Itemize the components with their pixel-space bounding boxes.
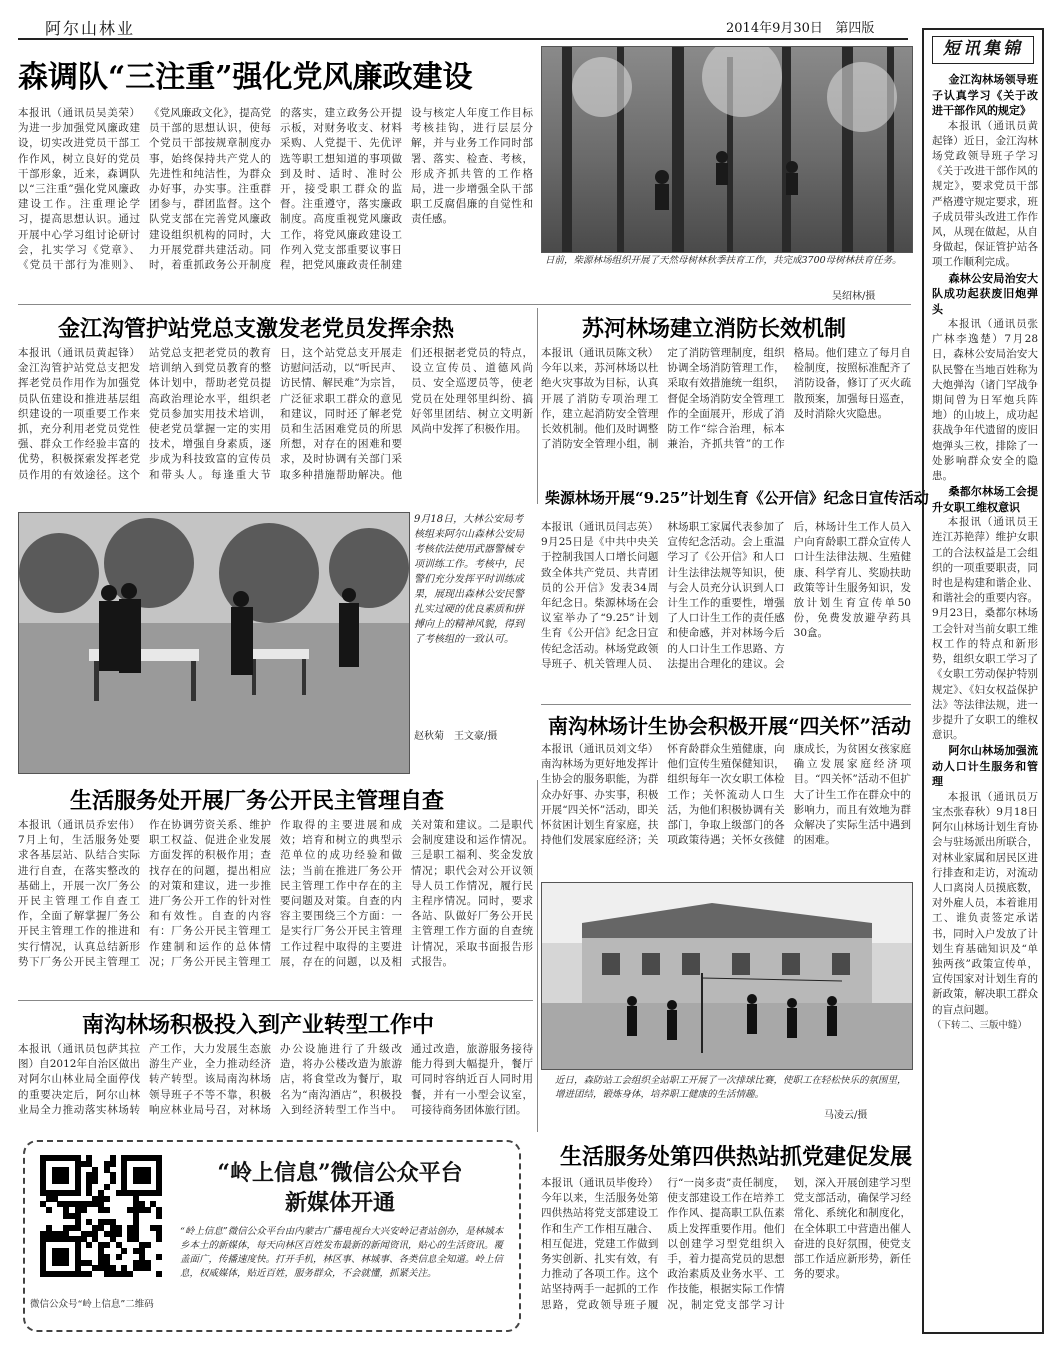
header-rule: [18, 38, 908, 40]
wechat-title: [180, 1158, 500, 1218]
section-divider: [18, 304, 911, 305]
qr-module: [46, 1207, 52, 1213]
article-body: 本报讯（通讯员乔宏伟）7月上旬，生活服务处要求各基层站、队结合实际进行自查，在落实整改的基础上，开展一次厂务公开民主管理工作自查工作，全面了解掌握厂务公开民主管理工作的推进和实行情况，认真总结新形势下厂务公开民主管理工作在协调劳资关系、维护职工权益、促进企业发展方面发挥的积极作用；查找存在的问题，提出相应的对策和建议，进一步推进厂务公开工作的针对性和有效性。自查的内容有：厂务公开民主管理工作建制和运作的总体情况；厂务公开民主管理工作取得的主要进展和成效；培育和树立的典型示范单位的成功经验和做法；当前在推进厂务公开民主管理工作中存在的主要问题及对策。自查的内容主要围绕三个方面：一是实行厂务公开民主管理工作过程中取得的主要进展，存在的问题，以及相关对策和建议。二是职代会制度建设和运作情况。三是职工福利、奖金发放情况；职代会对公开议领导人员工作情况，履行民主程序情况。同时，要求各站、队做好厂务公开民主管理工作方面的自查统计情况，采取书面报告形式报告。: [18, 819, 533, 968]
dateline: [726, 17, 874, 36]
photo-caption: 近日，森防站工会组织全站职工开展了一次排球比赛，使职工在轻松快乐的氛围里，增进团结，锻炼身体，培养职工健康的生活情趣。: [555, 1075, 907, 1100]
brief-body: 本报讯（通讯员张广林李逸楚）7月28日，森林公安局治安大队民警在当地百姓称为大炮弹沟（诸门罕战争期间曾为日军炮兵阵地）的山坡上，成功起获战争年代遗留的废旧炮弹头三枚，排除了一处影响群众安全的隐患。: [932, 318, 1038, 483]
brief-title: 金江沟林场领导班子认真学习《关于改进干部作风的规定》: [932, 73, 1038, 117]
qr-module: [145, 1242, 151, 1248]
article-body: 本报讯（通讯员黄起锋）金江沟管护站党总支把发挥老党员作用作为加强党员队伍建设和推进基层组织建设的一项重要工作来抓，充分利用老党员党性强、群众工作经验丰富的优势，积极探索发挥老党员作用的有效途径。这个站党总支把老党员的教育培训纳入到党员教育的整体计划中，帮助老党员提高政治理论水平，组织老党员参加实用技术培训，使老党员掌握一定的实用技术，增强自身素质，逐步成为科技致富的宣传员和带头人。每逢重大节日，这个站党总支开展走访慰问活动，以“听民声、访民情、解民难”为宗旨，广泛征求职工群众的意见和建议，同时还了解老党员和生活困难党员的所思所想，对存在的困难和要求，及时协调有关部门采取多种措施帮助解决。他们还根据老党员的特点，设立宣传员、道德风尚员、安全巡逻员等，使老党员在处理邻里纠纷、搞好邻里团结、树立文明新风尚中发挥了积极作用。: [18, 347, 533, 481]
section-divider: [541, 704, 911, 705]
qr-module: [75, 1190, 81, 1196]
wechat-title-line1: “岭上信息”微信公众平台: [217, 1160, 463, 1186]
qr-module: [110, 1178, 116, 1184]
page-number: 第四版: [835, 21, 875, 36]
qr-module: [104, 1207, 110, 1213]
brief-title: 森林公安局治安大队成功起获废旧炮弹头: [932, 271, 1038, 316]
qr-module: [156, 1236, 162, 1242]
photo-credit: 吴绍林/摄: [832, 291, 876, 302]
brief-title: 阿尔山林场加强流动人口计生服务和管理: [932, 744, 1038, 789]
photo-caption: 日前，柴源林场组织开展了天然母树林秋季扶育工作，共完成3700母树林扶育任务。: [545, 255, 902, 266]
article-headline: 生活服务处第四供热站抓党建促发展: [560, 1144, 913, 1170]
qr-module: [81, 1207, 87, 1213]
article-headline: 柴源林场开展“9.25”计划生育《公开信》纪念日宣传活动: [545, 489, 929, 507]
article-body: 本报讯（通讯员毕俊玲）今年以来，生活服务处第四供热站将党支部建设工作和生产工作相互融合、相互促进，党建工作做到务实创新、扎实有效，有力推动了各项工作。这个站坚持两手一起抓的工作思路，党政领导班子履行“一岗多责”责任制度，使支部建设工作在培养工作作风、提高职工队伍素质上发挥重要作用。他们以创建学习型党组织入手，着力提高党员的思想政治素质及业务水平、工作技能，根据实际工作情况，制定党支部学习计划，深入开展创建学习型党支部活动，确保学习经常化、系统化和制度化，在全体职工中营造出催人奋进的良好氛围，使党支部工作适应新形势，新任务的要求。: [541, 1177, 911, 1311]
qr-module: [92, 1178, 98, 1184]
photo-credit: 赵秋菊 王文豪/摄: [414, 731, 498, 742]
article-body: 本报讯（通讯员包萨其拉图）自2012年自治区做出对阿尔山林业局全面停伐的重要决定后，阿尔山林业局全力推动落实林场转产工作，大力发展生态旅游生产业，全力推动经济转产转型。该局南沟林场领导班子不等不靠，积极响应林业局号召，对林场办公设施进行了升级改造，将办公楼改造为旅游店，将食堂改为餐厅，取名为“南沟酒店”，积极投入到经济转型工作当中。通过改造，旅游服务接待能力得到大幅提升，餐厅可同时容纳近百人同时用餐，并有一小型会议室，可接待商务团体旅行团。: [18, 1043, 533, 1116]
wechat-title-line2: 新媒体开通: [284, 1190, 395, 1216]
brief-body: 本报讯（通讯员黄起锋）近日，金江沟林场党政领导班子学习《关于改进干部作风的规定》，要求党员干部严格遵守规定要求，班子成员带头改进工作作风，从现在做起，从自身做起，保证管护站各项工作顺利完成。: [932, 119, 1038, 269]
article-body: 本报讯（通讯员闫志英）9月25日是《中共中央关于控制我国人口增长问题致全体共产党员、共青团员的公开信》发表34周年纪念日。柴源林场在会议室举办了“9.25”计划生育《公开信》纪念日宣传纪念活动。林场党政领导班子、机关管理人员、林场职工家属代表参加了宣传纪念活动。会上重温学习了《公开信》和人口计生法律法规等知识，使与会人员充分认识到人口计生工作的重要性，增强了人口计生工作的责任感和使命感，并对林场今后的人口计生工作思路、方法提出合理化的建议。会后，林场计生工作人员入户向育龄职工群众宣传人口计生法律法规、生殖健康、科学育儿、奖励扶助政策等计生服务知识，发放计划生育宣传单50份，免费发放避孕药具30盒。: [541, 521, 911, 670]
qr-module: [110, 1161, 116, 1167]
qr-module: [104, 1196, 110, 1202]
qr-module: [145, 1178, 151, 1184]
qr-module: [156, 1254, 162, 1260]
paper-name: 阿尔山林业: [45, 19, 136, 38]
brief-title: 桑都尔林场工会提升女职工维权意识: [932, 485, 1038, 514]
qr-module: [116, 1231, 122, 1237]
volleyball-photo: [541, 882, 913, 1070]
continued-note: （下转二、三版中缝）: [932, 1019, 1028, 1031]
brief-item: [932, 72, 1038, 271]
brief-item: [932, 484, 1038, 743]
photo-caption: 9月18日，大林公安局考核组来阿尔山森林公安局考核依法使用武器警械专项训练工作。考核中，民警们充分发挥平时训练成果，展现出森林公安民警扎实过硬的优良素质和拼搏向上的精神风貌，得到了考核组的一致认可。: [414, 514, 524, 645]
article-body: 本报讯（通讯员刘文华）南沟林场为更好地发挥计生协会的服务职能，为群众办好事、办实事，积极开展“四关怀”活动，即关怀贫困计划生育家庭，扶持他们发展家庭经济；关怀育龄群众生殖健康，向他们宣传生殖保健知识，组织每年一次女职工体检工作；关怀流动人口生活，为他们积极协调有关部门，争取上级部门的各项政策待遇；关怀女孩健康成长，为贫困女孩家庭确立发展家庭经济项目。“四关怀”活动不但扩大了计生工作在群众中的影响力，而且有效地为群众解决了实际生活中遇到的困难。: [541, 743, 911, 847]
qr-module: [86, 1271, 92, 1277]
brief-body: 本报讯（通讯员万宝杰张春秋）9月18日阿尔山林场计划生育协会与驻场派出所联合，对林业家属和居民区进行排查和走访，对流动人口离岗人员摸底数，对外雇人员，本着谁用工、谁负责签定承诺书，同时入户发放了计划生育基础知识及“单独两孩”政策宣传单，宣传国家对计划生育的新政策，解决职工群众的盲点问题。: [932, 790, 1038, 1016]
qr-module: [116, 1254, 122, 1260]
police-training-photo: [18, 512, 410, 774]
qr-module: [121, 1248, 127, 1254]
article-body: 本报讯（通讯员陈文秋）今年以来，苏河林场以杜绝火灾事故为目标，认真开展了消防专项治理工作，建立起消防安全管理长效机制。他们及时调整了消防安全管理小组，制定了消防管理制度，组织协调全场消防管理工作，采取有效措施统一组织，督促全场消防安全管理工作的全面展开，形成了消防工作“综合治理，标本兼治，齐抓共管”的工作格局。他们建立了每月自检制度，按照标准配齐了消防设备，修订了灭火疏散预案，加强每日巡查，及时消除火灾隐患。: [541, 347, 911, 451]
brief-item: [932, 271, 1038, 485]
brief-body: 本报讯（通讯员王连江苏艳萍）维护女职工的合法权益是工会组织的一项重要职责，同时也是构建和谐企业、和谐社会的重要内容。9月23日，桑都尔林场工会针对当前女职工维权工作的特点和新形势，组织女职工学习了《女职工劳动保护特别规定》、《妇女权益保护法》等法律法规，进一步提升了女职工的维权意识。: [932, 516, 1038, 742]
article-headline: 苏河林场建立消防长效机制: [582, 316, 847, 342]
qr-code[interactable]: [40, 1155, 162, 1277]
article-headline: 南沟林场积极投入到产业转型工作中: [82, 1012, 435, 1038]
qr-module: [63, 1178, 69, 1184]
qr-module: [127, 1271, 133, 1277]
column-divider: [537, 308, 538, 504]
article-headline: 金江沟管护站党总支激发老党员发挥余热: [58, 316, 455, 342]
article-headline: 森调队“三注重”强化党风廉政建设: [18, 60, 473, 95]
article-headline: 生活服务处开展厂务公开民主管理自查: [70, 788, 445, 814]
article-body: 本报讯（通讯员吴美荣）为进一步加强党风廉政建设，切实改进党员干部工作作风，树立良好的党员干部形象，近来，森调队以“三注重”强化党风廉政建设工作。注重理论学习，提高思想认识。通过开展中心学习组讨论研讨会，扎实学习《党章》、《党员干部行为准则》、《党风廉政文化》，提高党员干部的思想认识，使每个党员干部按规章制度办事，始终保持共产党人的先进性和纯洁性，为群众办好事，办实事。注重群团参与，群团监督。这个队党支部在完善党风廉政建设组织机构的同时，大力开展党群共建活动。同时，着重抓政务公开制度的落实，建立政务公开提示板，对财务收支、材料采购、人党提干、先优评选等职工想知道的事项做到及时、适时、准时公开，接受职工群众的监督。注重遵守，落实廉政制度。高度重视党风廉政工作，将党风廉政建设工作列入党支部重要议事日程，把党风廉政责任制建设与核定人年度工作目标考核挂钩，进行层层分解，并与业务工作同时部署、落实、检查、考核，形成齐抓共管的工作格局，进一步增强全队干部职工反腐倡廉的自觉性和责任感。: [18, 107, 533, 272]
qr-module: [156, 1271, 162, 1277]
qr-module: [104, 1184, 110, 1190]
qr-module: [145, 1207, 151, 1213]
forest-tending-photo: [541, 46, 913, 253]
brief-item: [932, 743, 1038, 1018]
qr-module: [104, 1242, 110, 1248]
sidebar-heading: 短讯集锦: [932, 36, 1034, 64]
qr-module: [63, 1260, 69, 1266]
wechat-description: “岭上信息”微信公众平台由内蒙古广播电视台大兴安岭记者站创办，是林城本乡本土的新媒体，每天向林区百姓发布最新的新闻资讯，贴心的生活资讯。覆盖面广，传播速度快。打开手机，林区事、林城事、各类信息全知道。岭上信息，权威媒体，贴近百姓，服务群众，不会就懂，抓紧关注。: [180, 1226, 504, 1279]
qr-module: [156, 1190, 162, 1196]
qr-label: 微信公众号“岭上信息”二维码: [30, 1299, 154, 1310]
article-headline: 南沟林场计生协会积极开展“四关怀”活动: [548, 714, 912, 738]
issue-date: 2014年9月30日: [726, 21, 823, 36]
sidebar-content: [932, 72, 1038, 1033]
section-divider: [18, 1000, 533, 1001]
news-brief-sidebar: [922, 28, 1044, 1334]
qr-module: [156, 1213, 162, 1219]
photo-credit: 马凌云/摄: [824, 1110, 868, 1121]
qr-module: [145, 1265, 151, 1271]
column-divider: [537, 780, 538, 1132]
qr-module: [86, 1242, 92, 1248]
